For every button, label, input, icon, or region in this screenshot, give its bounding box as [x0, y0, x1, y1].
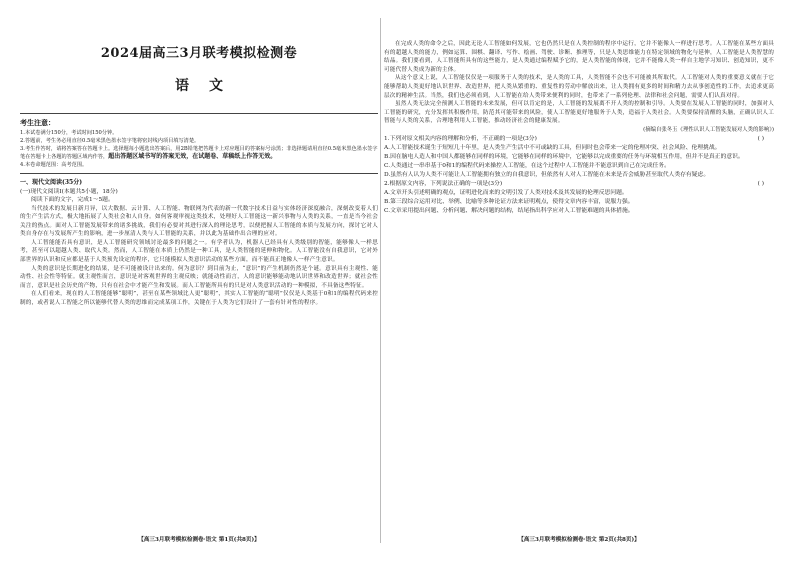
- passage-paragraph: 虽然人类无法完全预测人工智能的未来发展，但可以肯定的是，人工智能的发展离不开人类的控制和引导。人类要在发展人工智能的同时，加强对人工智能的研究，充分发挥其积极作用，防范其可能带来的风险，使人工智能更好地服务于人类，造福于人类社会。人类要保持清醒的头脑，正确认识人工智能与人类的关系，合理地利用人工智能，推动经济社会的健康发展。: [384, 101, 774, 125]
- notice-item: 4.本卷命题范围：高考范围。: [20, 162, 88, 168]
- page-footer: 【高三3月联考模拟检测卷·语文 第1页(共8页)】: [138, 537, 260, 543]
- notice-item: 2.答题前，考生务必用直径0.5毫米黑色墨水签字笔将密封线内项目填写清楚。: [20, 138, 200, 144]
- option-c: C.人类通过一串串基于0和1的编程代码来操控人工智能，在这个过程中人工智能并不能意识到自己在完成任务。: [384, 162, 670, 169]
- question-stem: 2.根据原文内容，下列说法正确的一项是(3分) ( ): [384, 180, 764, 187]
- option-b: B.因在脑电人造人和中国人都能够在同样的环境，它能够在同样的环境中，它能够以完成重要的任务与环境相互作用，但并不是真正的意识。: [384, 153, 744, 160]
- notice-item: 3.考生作答时，请将答案答在答题卡上。选择题每小题选出答案后，用2B铅笔把答题卡上对应题目的答案标号涂黑；非选择题请用直径0.5毫米黑色墨水签字笔在答题卡上各题的答题区域内作答，超出答题区域书写的答案无效，在试题卷、草稿纸上作答无效。: [20, 146, 378, 160]
- exam-title: 2024届高三3月联考模拟检测卷: [100, 46, 298, 61]
- notice-emphasis: 超出答题区域书写的答案无效，在试题卷、草稿纸上作答无效。: [108, 153, 277, 160]
- passage-paragraph: 人类的意识是长期进化的结果，是不可能被设计出来的。何为意识？到目前为止，“意识”的产生机制仍然是个谜。意识具有主观性、能动性、社会性等特征。就主观性而言，意识是对客观世界的主观反映；就能动性而言，人的意识能够能动地认识世界和改造世界；就社会性而言，意识是社会历史的产物，只有在社会中才能产生和发展。而人工智能所具有的只是对人类意识活动的一种模拟，不具备这些特征。: [20, 265, 378, 289]
- option-d: D.虽然有人认为人类不可能让人工智能拥有独立的自我意识，但依然有人对人工智能在未来是否会威胁甚至取代人类存有疑虑。: [384, 171, 710, 178]
- option-c: C.文章采用提出问题、分析问题、解决问题的结构，结尾指出科学应对人工智能难题的具体措施。: [384, 207, 634, 214]
- question-stem: 1.下列对原文相关内容的理解和分析，不正确的一项是(3分) ( ): [384, 135, 764, 142]
- passage-paragraph: 在完成人类的命令之后，因此无论人工智能如何发展，它也仍然只是在人类控制的程序中运行，它并不能像人一样进行思考。人工智能在某些方面具有的超越人类的能力，例如运算、围棋、翻译、写作、绘画、驾驶、诊断、推理等，只是人类思维能力在特定领域的物化与延伸，人工智能是人类智慧的结晶。我们要看到，人工智能所具有的这些能力，是人类通过编程赋予它的，是人类智能的体现，它并不能像人类一样自主地学习知识、创造知识，更不可能代替人类成为新的主体。: [384, 41, 774, 73]
- page-1: [20, 14, 378, 547]
- option-a: A.文章开头引述明确的观点，证明进化而来的文明引发了人类对技术及其发展的伦理反思问题。: [384, 189, 628, 196]
- reading-instruction: 阅读下面的文字，完成1～5题。: [31, 197, 114, 203]
- page-2: [384, 14, 774, 547]
- option-b: B.第三段综合运用对比、举例、比喻等多种论证方法来证明观点，使得文章内容丰富，说服力强。: [384, 198, 634, 205]
- exam-notice: [20, 113, 378, 174]
- answer-blank: ( ): [757, 135, 764, 142]
- passage-paragraph: 在人们看来，现在的人工智能能够“聪明”，甚至在某些领域比人更“聪明”，其实人工智能的“聪明”仅仅是人类基于0和1的编程代码来控制的，或者说人工智能之所以能够代替人类的思维而完成某项工作，关键在于人类为它们设计了一套有针对性的程序。: [20, 291, 378, 307]
- notice-heading: 考生注意：: [20, 118, 55, 127]
- passage-paragraph: 人工智能能否具有意识，是人工智能研究领域讨论最多的问题之一。有学者认为，机器人已经具有人类级别的智能，能够像人一样思考，甚至可以超越人类、取代人类。然而，人工智能在本质上仍然是一种工具，是人类智能的延伸和物化。人工智能没有自我意识，它对外部世界的认识和反应都是基于人类预先设定的程序，它只能模拟人类意识活动的某些方面，而不能真正地像人一样产生意识。: [20, 239, 378, 264]
- subject-title: 语文: [175, 78, 243, 94]
- notice-item: 1.本试卷满分150分，考试时间150分钟。: [20, 130, 118, 136]
- section-heading: 一、现代文阅读(35分): [20, 179, 83, 186]
- passage-paragraph: 从这个意义上说，人工智能仅仅是一项服务于人类的技术，是人类的工具，人类智能不会也不可能被其所取代。人工智能对人类的重要意义就在于它能够帮助人类更好地认识世界、改造世界，把人类从繁重的、重复性的劳动中解放出来，让人类拥有更多的时间和精力去从事创造性的工作，去追求更高层次的精神生活。当然，我们也必须看到，人工智能在给人类带来便利的同时，也带来了一系列伦理、法律和社会问题，需要人们认真对待。: [384, 75, 774, 99]
- subsection-heading: (一)现代文阅读Ⅰ(本题共5小题，18分): [20, 188, 118, 195]
- passage-source: (摘编自张冬玉《理性认识人工智能发展对人类的影响》): [643, 126, 774, 133]
- page-divider: [380, 18, 381, 543]
- page-footer: 【高三3月联考模拟检测卷·语文 第2页(共8页)】: [518, 537, 640, 543]
- passage-paragraph: 当代技术的发展日新月异，以大数据、云计算、人工智能、物联网为代表的新一代数字技术日益与实体经济深度融合，深刻改变着人们的生产生活方式，极大地拓展了人类社会和人自身。如何客观审视这类技术，处理好人工智能这一新兴事物与人类的关系，一直是当今社会关注的热点。面对人工智能发展带来的诸多挑战，我们有必要对其进行深入的理论思考，以便把握人工智能的本质与发展方向，探讨它对人类自身存在与发展所产生的影响，进一步厘清人类与人工智能的关系，并以此为基础作出合理的应对。: [20, 205, 378, 238]
- answer-blank: ( ): [757, 180, 764, 187]
- option-a: A.人工智能技术诞生于短短几十年里，是人类生产生活中不可或缺的工具，但同时也会带来一定的伦理冲突、社会风险、伦理挑战。: [384, 144, 721, 151]
